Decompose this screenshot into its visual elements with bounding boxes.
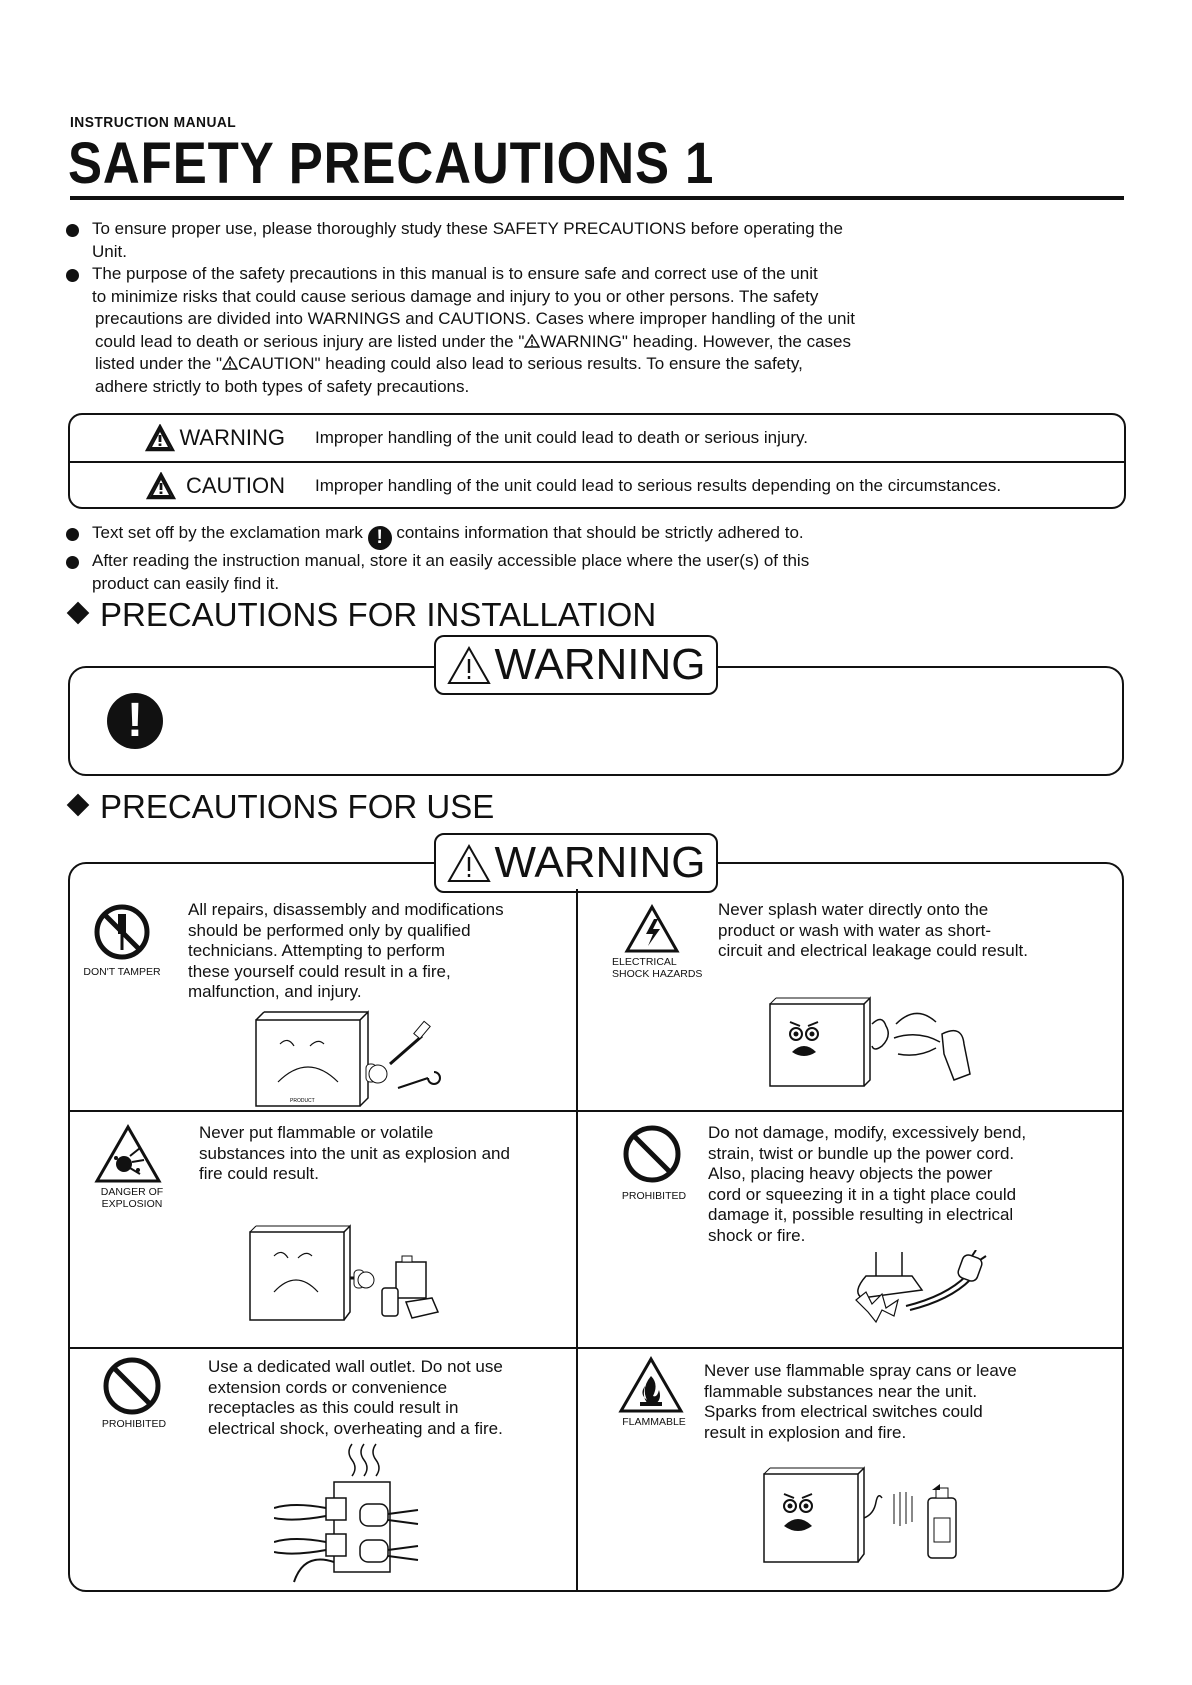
warning-triangle-icon — [222, 356, 238, 370]
electrical-shock-icon — [624, 904, 680, 954]
intro-line: Unit. — [92, 241, 127, 261]
intro-line: to minimize risks that could cause serious damage and injury to you or other persons. The safety — [92, 286, 819, 306]
warning-triangle-icon — [446, 644, 492, 686]
note-line: After reading the instruction manual, store it an easily accessible place where the user(s) of this — [92, 551, 810, 570]
cell-line: fire could result. — [199, 1164, 319, 1183]
warning-triangle-icon — [145, 424, 175, 452]
product-tamper-illustration — [250, 1004, 470, 1108]
cell-line: extension cords or convenience — [208, 1377, 448, 1397]
intro-line: The purpose of the safety precautions in this manual is to ensure safe and correct use of the unit — [92, 264, 818, 283]
prohibited-icon — [102, 1356, 162, 1416]
power-cord-illustration — [836, 1250, 996, 1342]
prohibited-symbol — [614, 1124, 694, 1202]
manual-label: INSTRUCTION MANUAL — [70, 114, 237, 131]
electrical-shock-symbol — [612, 904, 708, 980]
symbol-label-line: DANGER OF — [100, 1186, 164, 1198]
grid-divider-horizontal — [68, 1347, 1124, 1349]
use-warning-label: WARNING — [494, 838, 706, 887]
cell-spray-text — [704, 1361, 1114, 1443]
cell-line: receptacles as this could result in — [208, 1398, 459, 1417]
flammable-icon — [618, 1356, 684, 1414]
symbol-label: FLAMMABLE — [622, 1416, 686, 1428]
cell-line: substances into the unit as explosion and — [199, 1143, 510, 1163]
notes-text — [66, 522, 966, 595]
symbol-label: PROHIBITED — [101, 1418, 167, 1430]
cell-line: Never use flammable spray cans or leave — [704, 1361, 1017, 1380]
cell-line: shock or fire. — [708, 1225, 806, 1245]
intro-bullet-2 — [66, 263, 936, 398]
cell-line: malfunction, and injury. — [188, 982, 362, 1001]
no-tamper-icon — [94, 904, 150, 960]
legend-warning-desc: Improper handling of the unit could lead to death or serious injury. — [315, 428, 808, 447]
water-splash-illustration — [766, 994, 996, 1090]
warning-triangle-icon — [524, 334, 540, 348]
intro-line: adhere strictly to both types of safety precautions. — [95, 376, 470, 396]
legend-warning-row — [70, 415, 1124, 461]
symbol-label-line: SHOCK HAZARDS — [612, 968, 703, 980]
use-heading — [66, 788, 494, 826]
page-title: SAFETY PRECAUTIONS 1 — [68, 131, 715, 196]
note-text: contains information that should be strictly adhered to. — [396, 523, 804, 542]
grid-divider-vertical — [576, 889, 578, 1590]
intro-line-part: WARNING" heading. However, the cases — [540, 331, 851, 351]
cell-line: Never put flammable or volatile — [199, 1123, 434, 1142]
explosion-danger-symbol — [94, 1124, 170, 1210]
warning-caution-legend — [68, 413, 1126, 509]
cell-tamper-text — [188, 900, 568, 1003]
cell-line: Sparks from electrical switches could — [704, 1402, 983, 1421]
cell-line: All repairs, disassembly and modifications — [188, 900, 504, 919]
cell-line: Do not damage, modify, excessively bend, — [708, 1123, 1027, 1142]
cell-line: technicians. Attempting to perform — [188, 941, 446, 960]
symbol-label: DON'T TAMPER — [83, 966, 161, 978]
note-text: Text set off by the exclamation mark — [92, 523, 363, 542]
symbol-label — [94, 1186, 170, 1210]
explosion-icon — [94, 1124, 162, 1184]
cell-line: should be performed only by qualified — [188, 920, 471, 940]
legend-caution-desc: Improper handling of the unit could lead to serious results depending on the circumstances. — [315, 476, 1002, 495]
legend-caution-label: CAUTION — [186, 473, 285, 498]
note-bullet-2 — [66, 550, 966, 595]
symbol-label — [612, 956, 708, 980]
cell-line: product or wash with water as short- — [718, 920, 992, 940]
intro-line-part: listed under the " — [95, 354, 223, 373]
title-rule — [70, 196, 1124, 200]
prohibited-icon — [622, 1124, 682, 1184]
flammable-substances-illustration — [246, 1222, 466, 1324]
cell-line: Never splash water directly onto the — [718, 900, 989, 919]
warning-triangle-icon — [446, 842, 492, 884]
cell-line: circuit and electrical leakage could result. — [718, 941, 1028, 960]
legend-warning-label: WARNING — [179, 425, 285, 450]
cell-water-text — [718, 900, 1118, 962]
caution-triangle-icon — [146, 472, 176, 500]
grid-divider-horizontal — [68, 1110, 1124, 1112]
flammable-symbol — [614, 1356, 694, 1428]
cell-line: electrical shock, overheating and a fire. — [208, 1418, 503, 1438]
cell-line: strain, twist or bundle up the power cord. — [708, 1143, 1015, 1163]
intro-line — [92, 353, 936, 376]
cell-line: flammable substances near the unit. — [704, 1381, 978, 1401]
cell-line: these yourself could result in a fire, — [188, 961, 451, 981]
cell-line: Also, placing heavy objects the power — [708, 1164, 993, 1183]
diamond-bullet-icon — [67, 794, 90, 817]
symbol-label-line: ELECTRICAL — [612, 956, 677, 968]
overloaded-outlet-illustration — [274, 1442, 424, 1588]
note-line: product can easily find it. — [92, 573, 280, 593]
installation-warning-label: WARNING — [494, 640, 706, 689]
symbol-label-line: EXPLOSION — [101, 1198, 163, 1210]
symbol-label: PROHIBITED — [621, 1190, 687, 1202]
installation-warning-tab — [434, 635, 718, 695]
intro-line-part: could lead to death or serious injury are listed under the " — [95, 331, 525, 351]
spray-can-illustration — [760, 1462, 970, 1566]
diamond-bullet-icon — [67, 602, 90, 625]
note-bullet-1 — [66, 522, 966, 550]
product-label: PRODUCT — [290, 1098, 315, 1104]
intro-line-part: CAUTION" heading could also lead to serious results. To ensure the safety, — [238, 354, 803, 373]
intro-text — [66, 218, 936, 398]
cell-wall-outlet-text — [208, 1357, 568, 1439]
use-heading-text: PRECAUTIONS FOR USE — [100, 788, 495, 825]
intro-bullet-1 — [66, 218, 936, 263]
intro-line: precautions are divided into WARNINGS and CAUTIONS. Cases where improper handling of the unit — [95, 309, 856, 328]
dont-tamper-symbol — [80, 904, 164, 978]
installation-heading-text: PRECAUTIONS FOR INSTALLATION — [100, 596, 657, 633]
cell-power-cord-text — [708, 1123, 1118, 1246]
intro-line — [92, 331, 936, 354]
cell-flammable-substances-text — [199, 1123, 569, 1185]
exclamation-mark-icon: ! — [107, 693, 163, 749]
cell-line: Use a dedicated wall outlet. Do not use — [208, 1357, 503, 1376]
installation-heading — [66, 596, 656, 634]
prohibited-symbol — [94, 1356, 174, 1430]
cell-line: result in explosion and fire. — [704, 1422, 907, 1442]
intro-line: To ensure proper use, please thoroughly study these SAFETY PRECAUTIONS before operating the — [92, 219, 843, 238]
legend-caution-row — [70, 461, 1124, 509]
cell-line: cord or squeezing it in a tight place could — [708, 1184, 1017, 1204]
cell-line: damage it, possible resulting in electrical — [708, 1205, 1014, 1224]
exclamation-mark-icon: ! — [368, 526, 392, 550]
use-warning-tab — [434, 833, 718, 893]
